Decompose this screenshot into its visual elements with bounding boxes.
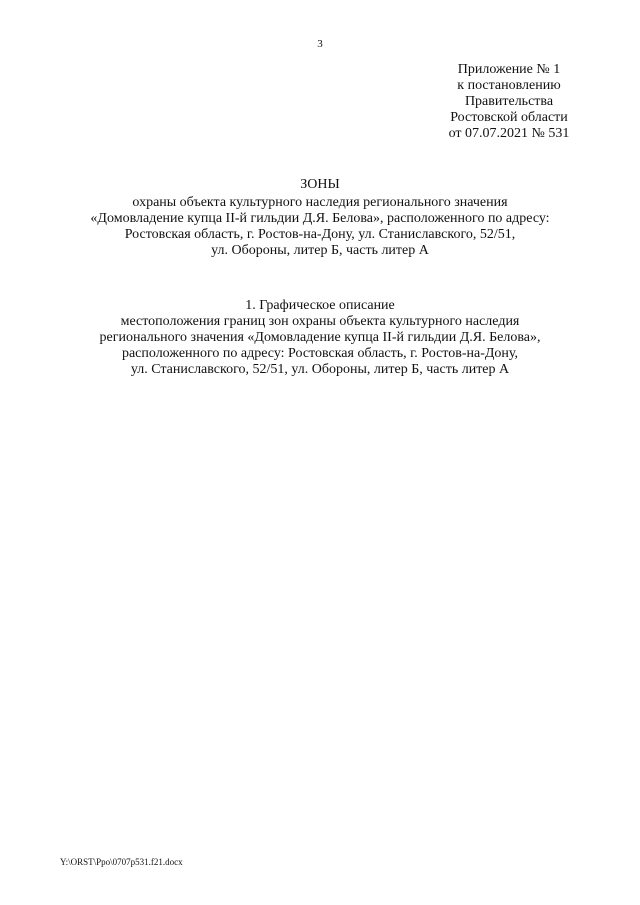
page-number: 3 bbox=[317, 38, 323, 50]
document-title: ЗОНЫ bbox=[300, 177, 340, 192]
subtitle-line: «Домовладение купца II-й гильдии Д.Я. Белова», расположенного по адресу: bbox=[90, 211, 550, 226]
zones-heading-block bbox=[0, 177, 640, 259]
subtitle-line: охраны объекта культурного наследия регионального значения bbox=[132, 195, 508, 210]
appendix-line: к постановлению bbox=[457, 78, 561, 93]
appendix-line: Ростовской области bbox=[450, 110, 568, 125]
appendix-line: от 07.07.2021 № 531 bbox=[448, 126, 570, 141]
section-heading-line: расположенного по адресу: Ростовская область, г. Ростов-на-Дону, bbox=[121, 346, 519, 361]
subtitle-line: Ростовская область, г. Ростов-на-Дону, ул. Станиславского, 52/51, bbox=[124, 227, 516, 242]
appendix-header bbox=[434, 62, 584, 142]
section-heading-line: регионального значения «Домовладение купца II-й гильдии Д.Я. Белова», bbox=[99, 330, 541, 345]
footer-file-path: Y:\ORST\Ppo\0707p531.f21.docx bbox=[60, 857, 183, 867]
section-heading-line: 1. Графическое описание bbox=[245, 298, 395, 313]
section-heading-line: местоположения границ зон охраны объекта культурного наследия bbox=[120, 314, 520, 329]
appendix-line: Приложение № 1 bbox=[457, 62, 561, 77]
section-heading-line: ул. Станиславского, 52/51, ул. Обороны, литер Б, часть литер А bbox=[130, 362, 510, 377]
section-1-heading bbox=[0, 298, 640, 378]
subtitle-line: ул. Обороны, литер Б, часть литер А bbox=[211, 243, 429, 258]
appendix-line: Правительства bbox=[464, 94, 554, 109]
